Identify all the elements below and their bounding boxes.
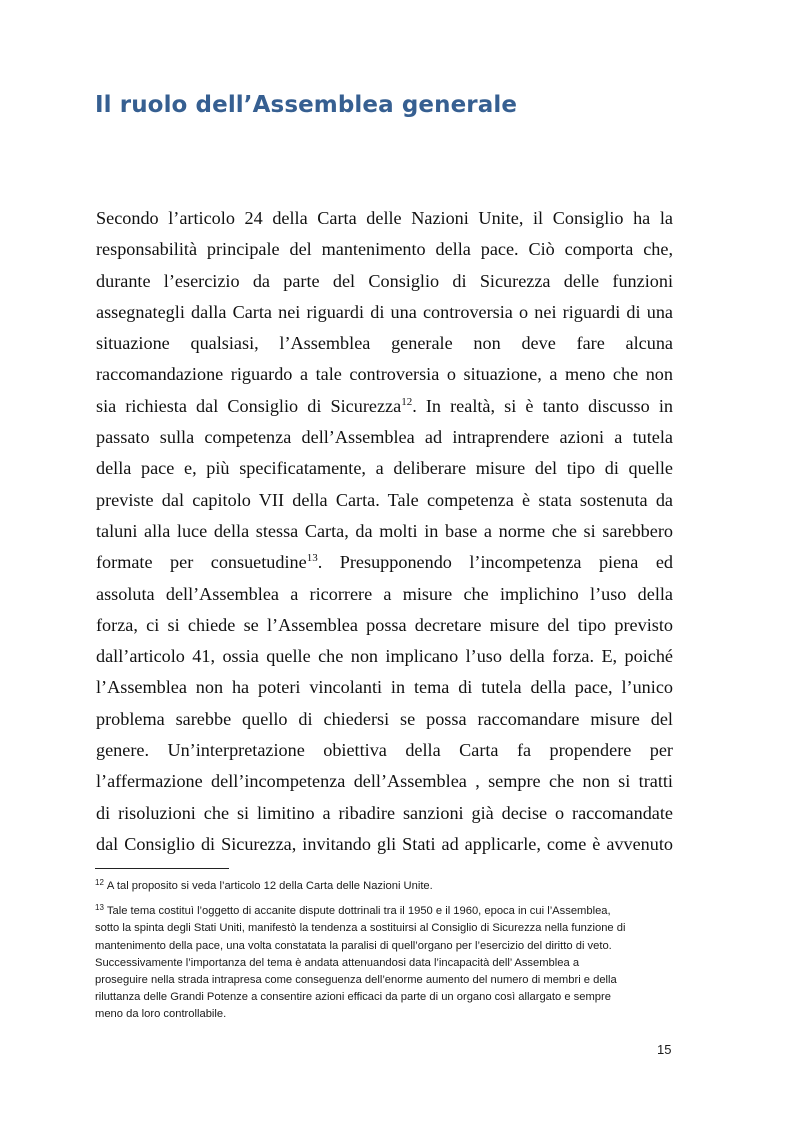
body-line: della pace e, più specificatamente, a deliberare misure del tipo di quelle	[96, 458, 673, 479]
body-paragraph	[96, 203, 673, 860]
body-line: durante l’esercizio da parte del Consiglio di Sicurezza delle funzioni	[96, 270, 673, 291]
footnote-text: A tal proposito si veda l’articolo 12 della Carta delle Nazioni Unite.	[106, 880, 433, 892]
body-line: problema sarebbe quello di chiedersi se possa raccomandare misure del	[96, 708, 673, 729]
body-line: previste dal capitolo VII della Carta. Tale competenza è stata sostenuta da	[96, 489, 673, 510]
footnote-line: riluttanza delle Grandi Potenze a consentire azioni efficaci da parte di un organo così allargato e sempre	[95, 991, 611, 1004]
body-line-segment: sia richiesta dal Consiglio di Sicurezza	[96, 395, 402, 416]
footnote-line: proseguire nella strada intrapresa come conseguenza dell’enorme aumento del numero di membri e della	[95, 973, 617, 986]
body-line: raccomandazione riguardo a tale controversia o situazione, a meno che non	[96, 364, 673, 385]
body-line: dall’articolo 41, ossia quelle che non implicano l’uso della forza. E, poiché	[96, 646, 673, 667]
footnote-number: 13	[95, 903, 104, 913]
footnote-reference-13[interactable]: 13	[306, 552, 318, 565]
footnote-separator	[95, 868, 229, 869]
body-line-with-footnote-ref	[96, 391, 673, 422]
footnote-line: mantenimento della pace, una volta constatata la paralisi di quell’organo per l’esercizio del diritto di veto.	[95, 939, 612, 952]
body-line: l’affermazione dell’incompetenza dell’Assemblea , sempre che non si tratti	[96, 771, 673, 792]
footnote-line: Successivamente l’importanza del tema è andata attenuandosi data l’incapacità dell’ Assemblea a	[95, 956, 580, 969]
body-line: l’Assemblea non ha poteri vincolanti in tema di tutela della pace, l’unico	[96, 677, 673, 698]
footnotes	[95, 878, 675, 1032]
body-line: dal Consiglio di Sicurezza, invitando gli Stati ad applicarle, come è avvenuto	[96, 833, 673, 854]
footnote-number: 12	[95, 878, 104, 887]
footnote-line: sotto la spinta degli Stati Uniti, manifestò la tendenza a sostituirsi al Consiglio di Sicurezza nella funzione di	[95, 922, 626, 935]
body-line-with-footnote-ref	[96, 547, 673, 578]
body-line: assoluta dell’Assemblea a ricorrere a misure che implichino l’uso della	[96, 583, 673, 604]
body-line: responsabilità principale del mantenimento della pace. Ciò comporta che,	[96, 239, 673, 260]
body-line: genere. Un’interpretazione obiettiva della Carta fa propendere per	[96, 740, 673, 761]
footnote-line: meno da loro controllabile.	[95, 1008, 227, 1021]
footnote-reference-12[interactable]: 12	[401, 395, 413, 408]
footnote-text: Tale tema costituì l’oggetto di accanite dispute dottrinali tra il 1950 e il 1960, epoca in cui l’Assemblea,	[106, 905, 611, 918]
page-number: 15	[657, 1042, 672, 1057]
body-line: passato sulla competenza dell’Assemblea ad intraprendere azioni a tutela	[96, 427, 673, 448]
section-heading: Il ruolo dell’Assemblea generale	[95, 92, 518, 118]
body-line: Secondo l’articolo 24 della Carta delle Nazioni Unite, il Consiglio ha la	[96, 208, 673, 228]
footnote-line	[95, 878, 675, 895]
body-line-segment: . In realtà, si è tanto discusso in	[412, 395, 673, 416]
body-line-segment: . Presupponendo l’incompetenza piena ed	[317, 552, 673, 573]
body-line: forza, ci si chiede se l’Assemblea possa decretare misure del tipo previsto	[96, 614, 673, 635]
footnote-12	[95, 878, 675, 895]
footnote-13	[95, 903, 675, 1023]
body-line: assegnategli dalla Carta nei riguardi di una controversia o nei riguardi di una	[96, 301, 673, 322]
body-line: situazione qualsiasi, l’Assemblea generale non deve fare alcuna	[96, 333, 673, 354]
body-line: taluni alla luce della stessa Carta, da molti in base a norme che si sarebbero	[96, 520, 673, 541]
footnote-line	[95, 903, 675, 920]
body-line-segment: formate per consuetudine	[96, 552, 307, 573]
body-line: di risoluzioni che si limitino a ribadire sanzioni già decise o raccomandate	[96, 802, 673, 823]
